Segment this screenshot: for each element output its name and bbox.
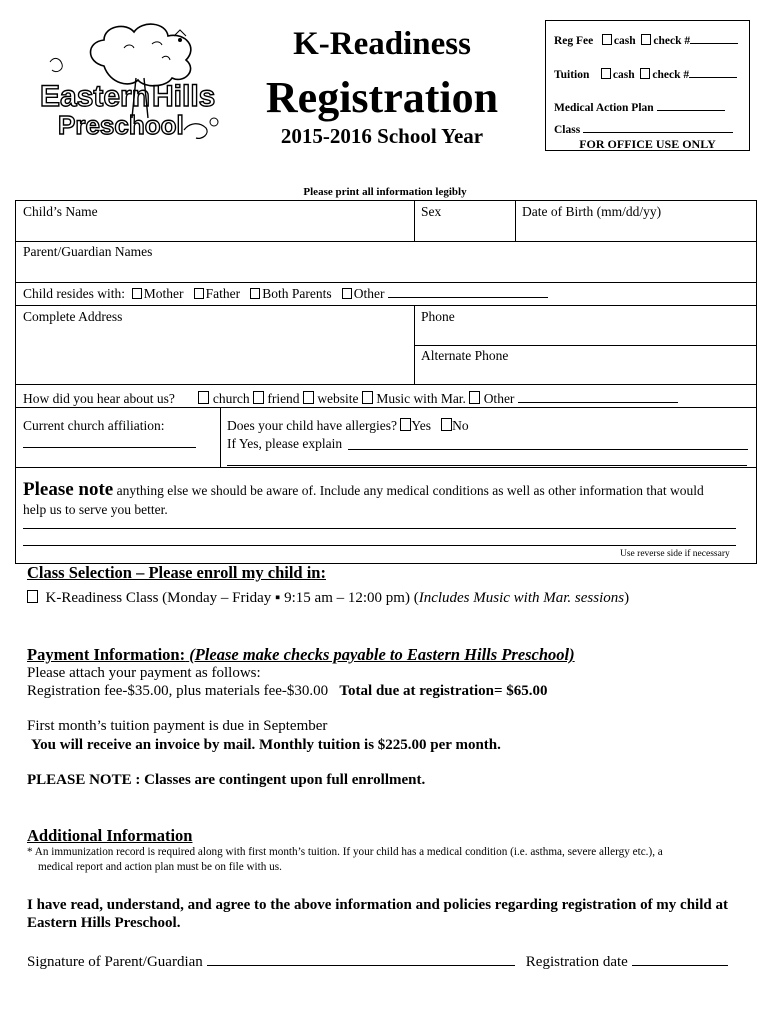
preschool-logo <box>34 18 234 146</box>
reg-cash-label: cash <box>613 35 636 47</box>
medical-plan-label: Medical Action Plan <box>554 102 654 114</box>
enrollment-note: PLEASE NOTE : Classes are contingent upon full enrollment. <box>27 772 426 788</box>
other-hear-checkbox[interactable] <box>469 391 480 404</box>
invoice-note: You will receive an invoice by mail. Monthly tuition is $225.00 per month. <box>31 737 501 753</box>
other-hear-field[interactable] <box>518 391 678 403</box>
school-year: 2015-2016 School Year <box>280 124 484 148</box>
tuition-check-label: check # <box>652 69 690 81</box>
payment-heading-italic: (Please make checks payable to Eastern Hills Preschool) <box>189 645 575 664</box>
other-resides-label: Other <box>353 286 385 301</box>
resides-with-label: Child resides with: <box>23 286 125 301</box>
payment-heading-row <box>27 645 575 665</box>
hear-about-label: How did you hear about us? <box>23 391 175 406</box>
both-parents-checkbox[interactable] <box>250 288 260 299</box>
reverse-side-note: Use reverse side if necessary <box>620 549 730 559</box>
address-label: Complete Address <box>23 309 123 324</box>
class-label: Class <box>554 124 581 136</box>
class-option-close: ) <box>624 590 630 606</box>
dob-label: Date of Birth (mm/dd/yy) <box>522 204 662 219</box>
additional-heading: Additional Information <box>27 826 193 845</box>
both-parents-label: Both Parents <box>262 286 332 301</box>
tuition-cash-checkbox[interactable] <box>601 68 611 79</box>
payment-attach: Please attach your payment as follows: <box>27 665 261 681</box>
website-label: website <box>317 391 359 406</box>
father-checkbox[interactable] <box>194 288 204 299</box>
payment-heading: Payment Information: <box>27 645 186 664</box>
signature-label: Signature of Parent/Guardian <box>27 954 203 970</box>
reg-check-label: check # <box>653 35 691 47</box>
tuition-label: Tuition <box>554 69 590 81</box>
agreement-line-1: I have read, understand, and agree to the above information and policies regarding registration of my child at <box>27 897 728 913</box>
friend-label: friend <box>267 391 300 406</box>
allergies-yes-checkbox[interactable] <box>400 418 411 431</box>
website-checkbox[interactable] <box>303 391 314 404</box>
parent-names-label: Parent/Guardian Names <box>23 244 153 259</box>
payment-total: Total due at registration= $65.00 <box>339 683 548 699</box>
allergies-no-checkbox[interactable] <box>441 418 452 431</box>
registration-date-field[interactable] <box>632 953 728 966</box>
payment-fees-row <box>27 683 548 700</box>
allergies-question: Does your child have allergies? <box>227 418 397 433</box>
allergies-no-label: No <box>452 418 469 433</box>
note-text-1: anything else we should be aware of. Include any medical conditions as well as other information that would <box>116 483 704 498</box>
agreement-line-2: Eastern Hills Preschool. <box>27 915 181 931</box>
explain-label: If Yes, please explain <box>227 436 343 451</box>
class-option-italic: Includes Music with Mar. sessions <box>418 590 625 606</box>
church-checkbox[interactable] <box>198 391 209 404</box>
first-month-note: First month’s tuition payment is due in September <box>27 718 328 734</box>
hear-about-row <box>23 391 678 407</box>
alt-phone-label: Alternate Phone <box>421 348 509 363</box>
sex-label: Sex <box>421 204 442 219</box>
reg-cash-checkbox[interactable] <box>602 34 612 45</box>
signature-row <box>27 953 728 971</box>
reg-check-checkbox[interactable] <box>641 34 651 45</box>
class-option-text: K-Readiness Class (Monday – Friday ▪ 9:15 am – 12:00 pm) ( <box>45 590 419 606</box>
signature-field[interactable] <box>207 953 515 966</box>
friend-checkbox[interactable] <box>253 391 264 404</box>
resides-with-row <box>23 286 548 302</box>
other-resides-checkbox[interactable] <box>342 288 352 299</box>
medical-plan-field[interactable] <box>657 100 725 111</box>
other-resides-field[interactable] <box>388 286 548 298</box>
mother-label: Mother <box>143 286 184 301</box>
office-use-box <box>545 20 750 151</box>
allergies-row <box>227 418 469 434</box>
church-affiliation-field[interactable] <box>23 447 196 448</box>
svg-text:Eastern: Eastern <box>40 80 151 113</box>
note-text-2: help us to serve you better. <box>23 502 168 517</box>
k-readiness-class-checkbox[interactable] <box>27 590 38 603</box>
svg-text:Preschool: Preschool <box>58 110 184 140</box>
reg-check-number-field[interactable] <box>690 33 738 44</box>
additional-line-1: * An immunization record is required along with first month’s tuition. If your child has a medical condition (i.e. asthma, severe allergy etc.), a <box>27 846 663 858</box>
title-registration: Registration <box>265 73 499 122</box>
tuition-check-number-field[interactable] <box>689 67 737 78</box>
registration-form-grid <box>15 200 757 564</box>
music-label: Music with Mar. <box>376 391 466 406</box>
phone-label: Phone <box>421 309 455 324</box>
class-selection-heading: Class Selection – Please enroll my child in: <box>27 563 326 582</box>
church-affiliation-label: Current church affiliation: <box>23 418 165 433</box>
allergies-yes-label: Yes <box>411 418 431 433</box>
music-checkbox[interactable] <box>362 391 373 404</box>
mother-checkbox[interactable] <box>132 288 142 299</box>
tuition-check-checkbox[interactable] <box>640 68 650 79</box>
office-use-footer: FOR OFFICE USE ONLY <box>579 137 716 151</box>
childs-name-label: Child’s Name <box>23 204 98 219</box>
explain-field-1[interactable] <box>348 449 748 450</box>
additional-line-2: medical report and action plan must be on file with us. <box>38 861 282 873</box>
note-line-1 <box>23 479 704 501</box>
note-field-1[interactable] <box>23 528 736 529</box>
print-legibly-note: Please print all information legibly <box>303 186 467 198</box>
class-option-row <box>27 590 629 607</box>
title-k-readiness: K-Readiness <box>293 26 471 62</box>
church-label: church <box>212 391 250 406</box>
svg-text:Hills: Hills <box>152 80 216 113</box>
note-heading: Please note <box>23 479 114 500</box>
class-field[interactable] <box>583 122 733 133</box>
explain-field-2[interactable] <box>227 465 747 466</box>
payment-fees: Registration fee-$35.00, plus materials fee-$30.00 <box>27 683 329 699</box>
father-label: Father <box>205 286 241 301</box>
tuition-cash-label: cash <box>612 69 635 81</box>
reg-fee-label: Reg Fee <box>554 35 594 47</box>
note-field-2[interactable] <box>23 545 736 546</box>
registration-date-label: Registration date <box>525 954 628 970</box>
other-hear-label: Other <box>483 391 515 406</box>
